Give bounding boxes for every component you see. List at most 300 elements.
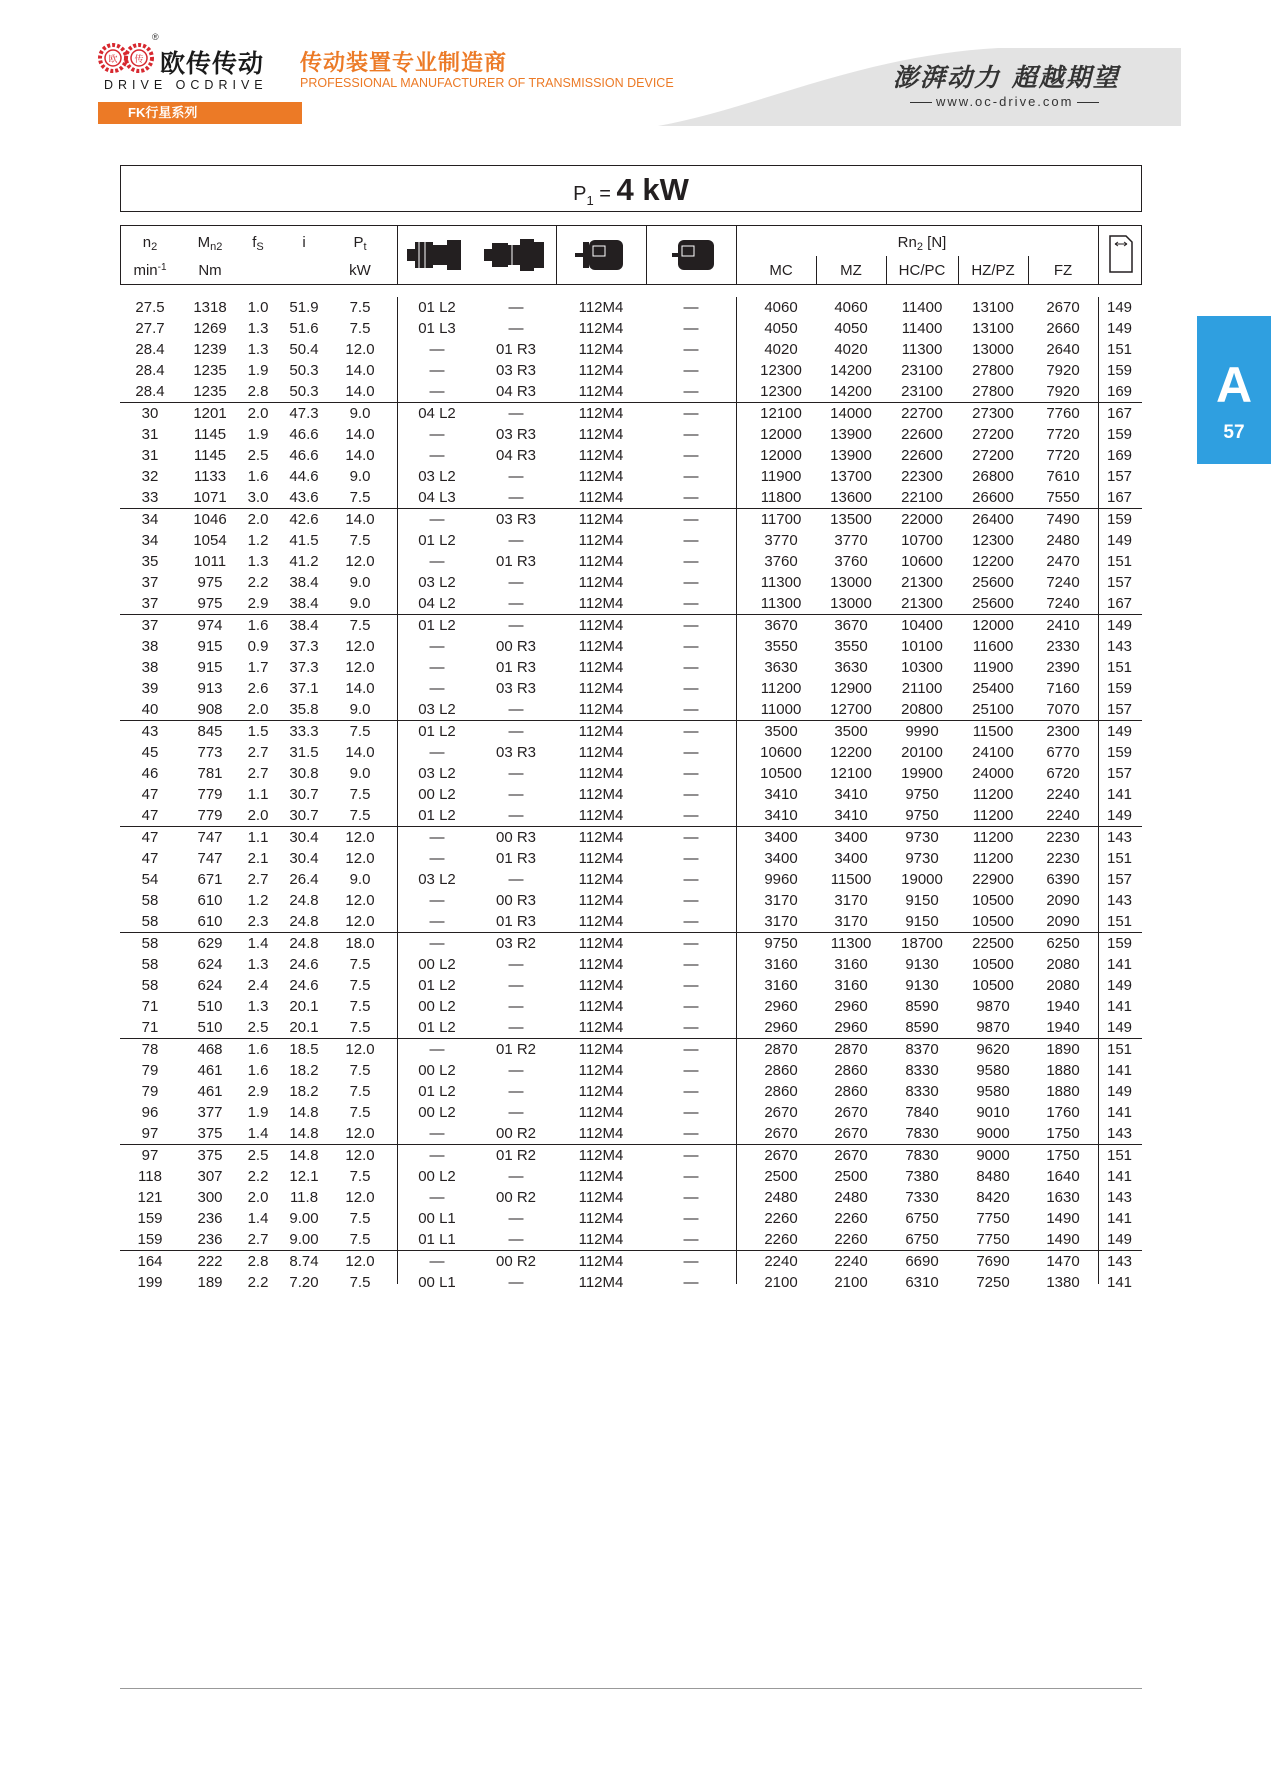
cell-fs: 2.4 [247,977,269,994]
cell-mc: 3500 [764,723,798,740]
cell-i: 18.2 [289,1062,319,1079]
table-row [120,402,1142,424]
table-row [120,466,1142,487]
cell-fs: 1.6 [247,1062,269,1079]
cell-mz: 3670 [834,617,868,634]
cell-mn2: 461 [197,1062,223,1079]
cell-fz: 2080 [1046,977,1080,994]
cell-hcpc: 23100 [901,383,943,400]
cell-i: 30.7 [289,807,319,824]
cell-hcpc: 7380 [905,1168,939,1185]
table-row [120,593,1142,614]
cell-mn2: 1071 [193,489,227,506]
cell-mz: 2670 [834,1147,868,1164]
cell-fs: 2.6 [247,680,269,697]
cell-n2: 39 [141,680,159,697]
cell-hcpc: 8370 [905,1041,939,1058]
cell-fs: 3.0 [247,489,269,506]
cell-hzpz: 10500 [972,977,1014,994]
table-row [120,742,1142,763]
cell-gear-inline: 00 L2 [418,956,456,973]
cell-i: 44.6 [289,468,319,485]
cell-mc: 11900 [760,468,802,485]
cell-i: 14.8 [289,1147,319,1164]
cell-gear-right: 04 R3 [495,447,537,464]
cell-mn2: 781 [197,765,223,782]
cell-motor-flange: — [683,913,699,930]
cell-fz: 2080 [1046,956,1080,973]
table-row [120,1123,1142,1144]
cell-mz: 14200 [830,383,872,400]
cell-mn2: 307 [197,1168,223,1185]
cell-page: 167 [1106,595,1133,612]
cell-mz: 2500 [834,1168,868,1185]
cell-motor-foot: 112M4 [578,1253,624,1270]
cell-page: 143 [1106,638,1133,655]
cell-gear-inline: 00 L1 [418,1274,456,1291]
cell-mn2: 236 [197,1210,223,1227]
cell-mn2: 610 [197,892,223,909]
cell-motor-foot: 112M4 [578,638,624,655]
cell-motor-foot: 112M4 [578,1062,624,1079]
cell-mz: 13900 [830,447,872,464]
cell-mc: 10600 [760,744,802,761]
cell-hcpc: 19900 [901,765,943,782]
cell-hcpc: 8330 [905,1062,939,1079]
cell-hcpc: 7830 [905,1147,939,1164]
cell-i: 41.5 [289,532,319,549]
cell-hcpc: 23100 [901,362,943,379]
cell-gear-right: — [508,977,524,994]
cell-mz: 12200 [830,744,872,761]
cell-motor-flange: — [683,659,699,676]
cell-mn2: 624 [197,956,223,973]
footer-divider [120,1688,1142,1689]
cell-hcpc: 22100 [901,489,943,506]
cell-fz: 7720 [1046,447,1080,464]
cell-mz: 11500 [830,871,872,888]
cell-page: 141 [1106,786,1133,803]
cell-fz: 1630 [1046,1189,1080,1206]
table-row [120,1272,1142,1293]
cell-motor-foot: 112M4 [578,892,624,909]
cell-motor-foot: 112M4 [578,574,624,591]
page-icon [1107,234,1135,274]
cell-fs: 2.5 [247,447,269,464]
cell-pt: 9.0 [349,765,371,782]
cell-page: 149 [1106,977,1133,994]
cell-gear-inline: 00 L2 [418,1104,456,1121]
cell-hcpc: 10700 [901,532,943,549]
cell-fz: 2410 [1046,617,1080,634]
cell-hcpc: 21300 [901,574,943,591]
table-row [120,848,1142,869]
cell-mn2: 975 [197,595,223,612]
cell-fz: 2240 [1046,807,1080,824]
table-row [120,551,1142,572]
cell-fs: 2.7 [247,765,269,782]
cell-mz: 2960 [834,998,868,1015]
cell-i: 24.6 [289,956,319,973]
cell-mc: 12100 [760,405,802,422]
cell-mn2: 1318 [193,299,227,316]
cell-n2: 31 [141,447,159,464]
cell-page: 149 [1106,320,1133,337]
cell-motor-foot: 112M4 [578,1019,624,1036]
cell-pt: 9.0 [349,871,371,888]
cell-i: 12.1 [289,1168,319,1185]
cell-motor-flange: — [683,1125,699,1142]
cell-gear-inline: 01 L2 [418,1019,456,1036]
col-mn2: $M_{n2}$ Nm [197,234,223,279]
cell-mn2: 913 [197,680,223,697]
cell-fz: 2240 [1046,786,1080,803]
cell-mc: 11800 [760,489,802,506]
cell-pt: 9.0 [349,574,371,591]
cell-hcpc: 7830 [905,1125,939,1142]
cell-fz: 7720 [1046,426,1080,443]
cell-hzpz: 11200 [972,807,1014,824]
registered-mark-icon: ® [152,32,159,42]
data-table [120,297,1142,1293]
table-row [120,1187,1142,1208]
cell-mc: 2670 [764,1104,798,1121]
cell-hcpc: 9150 [905,913,939,930]
cell-gear-inline: — [429,935,445,952]
cell-mn2: 975 [197,574,223,591]
cell-hzpz: 12300 [972,532,1014,549]
cell-fs: 1.9 [247,1104,269,1121]
cell-mc: 2260 [764,1210,798,1227]
table-row [120,530,1142,551]
cell-gear-right: 03 R3 [495,744,537,761]
cell-gear-inline: 01 L2 [418,617,456,634]
cell-mn2: 1235 [193,383,227,400]
cell-gear-right: — [508,532,524,549]
cell-gear-inline: 03 L2 [418,701,456,718]
cell-n2: 45 [141,744,159,761]
logo-text-en: DRIVE OCDRIVE [104,78,268,92]
cell-n2: 58 [141,977,159,994]
cell-motor-foot: 112M4 [578,659,624,676]
cell-hzpz: 11200 [972,786,1014,803]
cell-page: 141 [1106,1062,1133,1079]
cell-i: 33.3 [289,723,319,740]
cell-gear-inline: 01 L2 [418,807,456,824]
cell-gear-right: 01 R3 [495,913,537,930]
cell-motor-foot: 112M4 [578,617,624,634]
cell-mn2: 236 [197,1231,223,1248]
cell-mz: 13500 [830,511,872,528]
cell-motor-foot: 112M4 [578,1147,624,1164]
cell-gear-right: — [508,320,524,337]
cell-motor-flange: — [683,1147,699,1164]
cell-fz: 1750 [1046,1125,1080,1142]
cell-hzpz: 7750 [976,1231,1010,1248]
cell-mz: 3550 [834,638,868,655]
cell-motor-flange: — [683,744,699,761]
cell-motor-foot: 112M4 [578,383,624,400]
cell-mz: 3760 [834,553,868,570]
cell-pt: 12.0 [345,913,375,930]
cell-n2: 47 [141,829,159,846]
cell-fs: 2.5 [247,1019,269,1036]
cell-i: 24.6 [289,977,319,994]
cell-mc: 2960 [764,1019,798,1036]
cell-fz: 7920 [1046,362,1080,379]
cell-fz: 6250 [1046,935,1080,952]
table-row [120,699,1142,720]
cell-mc: 2860 [764,1083,798,1100]
cell-fs: 2.7 [247,1231,269,1248]
cell-gear-inline: — [429,744,445,761]
cell-i: 30.4 [289,829,319,846]
cell-motor-flange: — [683,320,699,337]
cell-hzpz: 10500 [972,892,1014,909]
cell-gear-inline: — [429,383,445,400]
cell-pt: 7.5 [349,1062,371,1079]
cell-motor-foot: 112M4 [578,299,624,316]
website-url: www.oc-drive.com [906,94,1103,109]
cell-mz: 2960 [834,1019,868,1036]
cell-n2: 79 [141,1083,159,1100]
cell-mn2: 747 [197,829,223,846]
cell-mn2: 908 [197,701,223,718]
cell-page: 149 [1106,1231,1133,1248]
table-row [120,508,1142,530]
cell-mz: 11300 [830,935,872,952]
cell-hzpz: 27200 [972,426,1014,443]
cell-pt: 9.0 [349,468,371,485]
cell-motor-foot: 112M4 [578,850,624,867]
cell-mz: 3400 [834,829,868,846]
cell-hcpc: 21300 [901,595,943,612]
cell-motor-flange: — [683,1210,699,1227]
cell-page: 159 [1106,426,1133,443]
cell-motor-flange: — [683,405,699,422]
cell-gear-inline: 00 L2 [418,1168,456,1185]
cell-motor-foot: 112M4 [578,405,624,422]
cell-gear-inline: — [429,553,445,570]
cell-page: 149 [1106,299,1133,316]
table-row [120,932,1142,954]
cell-gear-right: 00 R2 [495,1125,537,1142]
cell-pt: 7.5 [349,1168,371,1185]
table-row [120,1102,1142,1123]
cell-mc: 2670 [764,1147,798,1164]
table-row [120,720,1142,742]
cell-mn2: 629 [197,935,223,952]
cell-mc: 3160 [764,956,798,973]
cell-mc: 12000 [760,426,802,443]
cell-fs: 1.3 [247,320,269,337]
cell-motor-flange: — [683,1062,699,1079]
cell-mc: 3410 [764,807,798,824]
cell-gear-inline: — [429,341,445,358]
cell-hzpz: 7690 [976,1253,1010,1270]
cell-i: 20.1 [289,998,319,1015]
cell-gear-right: 03 R3 [495,362,537,379]
cell-page: 141 [1106,1104,1133,1121]
col-rn2-fz: FZ [1053,262,1073,279]
cell-motor-flange: — [683,638,699,655]
cell-motor-foot: 112M4 [578,935,624,952]
cell-motor-foot: 112M4 [578,1231,624,1248]
cell-gear-right: — [508,807,524,824]
cell-gear-inline: — [429,1253,445,1270]
cell-mz: 3410 [834,807,868,824]
cell-pt: 7.5 [349,723,371,740]
power-label: $P_1$ = [573,183,611,208]
cell-n2: 97 [141,1125,159,1142]
cell-motor-foot: 112M4 [578,1125,624,1142]
cell-motor-foot: 112M4 [578,447,624,464]
cell-fz: 6720 [1046,765,1080,782]
cell-hzpz: 26400 [972,511,1014,528]
cell-pt: 12.0 [345,1253,375,1270]
cell-pt: 9.0 [349,405,371,422]
cell-n2: 33 [141,489,159,506]
cell-mn2: 915 [197,659,223,676]
cell-page: 159 [1106,362,1133,379]
cell-mz: 2670 [834,1125,868,1142]
cell-mn2: 461 [197,1083,223,1100]
cell-mc: 2870 [764,1041,798,1058]
cell-mc: 2260 [764,1231,798,1248]
cell-page: 159 [1106,744,1133,761]
cell-gear-inline: 04 L3 [418,489,456,506]
cell-mn2: 189 [197,1274,223,1291]
cell-n2: 71 [141,1019,159,1036]
cell-gear-inline: 01 L2 [418,532,456,549]
cell-hzpz: 25600 [972,595,1014,612]
cell-pt: 7.5 [349,1274,371,1291]
cell-mn2: 671 [197,871,223,888]
logo-gear-icon [98,38,156,78]
motor-foot-icon [573,236,627,274]
cell-mc: 2500 [764,1168,798,1185]
cell-hcpc: 11400 [901,299,943,316]
logo-badge-2: 传 [134,55,144,65]
cell-fs: 1.1 [247,829,269,846]
cell-motor-flange: — [683,447,699,464]
cell-mz: 12100 [830,765,872,782]
cell-hcpc: 19000 [901,871,943,888]
cell-gear-inline: 00 L2 [418,1062,456,1079]
cell-hcpc: 8590 [905,998,939,1015]
cell-gear-right: 03 R3 [495,680,537,697]
cell-hzpz: 25400 [972,680,1014,697]
cell-mn2: 468 [197,1041,223,1058]
cell-n2: 47 [141,786,159,803]
cell-motor-flange: — [683,1274,699,1291]
cell-pt: 12.0 [345,1147,375,1164]
cell-n2: 37 [141,595,159,612]
cell-hcpc: 10400 [901,617,943,634]
cell-gear-right: — [508,595,524,612]
cell-fs: 2.9 [247,595,269,612]
cell-fz: 6770 [1046,744,1080,761]
cell-hzpz: 12000 [972,617,1014,634]
cell-fz: 1890 [1046,1041,1080,1058]
cell-motor-foot: 112M4 [578,489,624,506]
cell-mn2: 377 [197,1104,223,1121]
cell-hzpz: 9010 [976,1104,1010,1121]
cell-mn2: 1145 [193,447,227,464]
cell-i: 38.4 [289,595,319,612]
cell-gear-right: — [508,617,524,634]
cell-mn2: 1239 [193,341,227,358]
cell-gear-inline: — [429,913,445,930]
cell-hzpz: 22500 [972,935,1014,952]
cell-n2: 71 [141,998,159,1015]
slogan: 澎湃动力 超越期望 [893,63,1120,92]
section-letter: A [1215,357,1253,413]
table-row [120,784,1142,805]
cell-pt: 7.5 [349,320,371,337]
cell-hzpz: 10500 [972,956,1014,973]
cell-n2: 32 [141,468,159,485]
cell-pt: 7.5 [349,299,371,316]
col-rn2-hzpz: HZ/PZ [971,262,1015,279]
cell-mc: 3630 [764,659,798,676]
cell-mn2: 974 [197,617,223,634]
table-row [120,996,1142,1017]
cell-mc: 10500 [760,765,802,782]
cell-mc: 2860 [764,1062,798,1079]
cell-gear-right: — [508,299,524,316]
cell-hcpc: 6750 [905,1210,939,1227]
cell-i: 50.4 [289,341,319,358]
cell-motor-flange: — [683,617,699,634]
cell-n2: 37 [141,617,159,634]
cell-fz: 1490 [1046,1231,1080,1248]
cell-motor-foot: 112M4 [578,786,624,803]
cell-hzpz: 10500 [972,913,1014,930]
cell-hcpc: 8330 [905,1083,939,1100]
cell-page: 167 [1106,489,1133,506]
table-row [120,318,1142,339]
cell-mn2: 1201 [193,405,227,422]
cell-motor-foot: 112M4 [578,723,624,740]
cell-motor-flange: — [683,786,699,803]
col-fs: $f_S$ [252,234,264,253]
cell-hzpz: 9000 [976,1125,1010,1142]
cell-mn2: 1046 [193,511,227,528]
cell-page: 169 [1106,383,1133,400]
cell-n2: 54 [141,871,159,888]
cell-gear-right: 01 R2 [495,1147,537,1164]
table-row [120,614,1142,636]
cell-hzpz: 9870 [976,1019,1010,1036]
table-row [120,763,1142,784]
cell-fs: 1.3 [247,553,269,570]
cell-mn2: 610 [197,913,223,930]
cell-page: 141 [1106,1274,1133,1291]
cell-mz: 2870 [834,1041,868,1058]
cell-motor-flange: — [683,892,699,909]
cell-hzpz: 26600 [972,489,1014,506]
cell-fz: 2330 [1046,638,1080,655]
cell-mn2: 1054 [193,532,227,549]
cell-pt: 12.0 [345,638,375,655]
cell-mz: 14000 [830,405,872,422]
cell-pt: 12.0 [345,341,375,358]
cell-mn2: 773 [197,744,223,761]
table-header [120,225,1142,285]
cell-gear-right: 00 R3 [495,892,537,909]
cell-mz: 2670 [834,1104,868,1121]
